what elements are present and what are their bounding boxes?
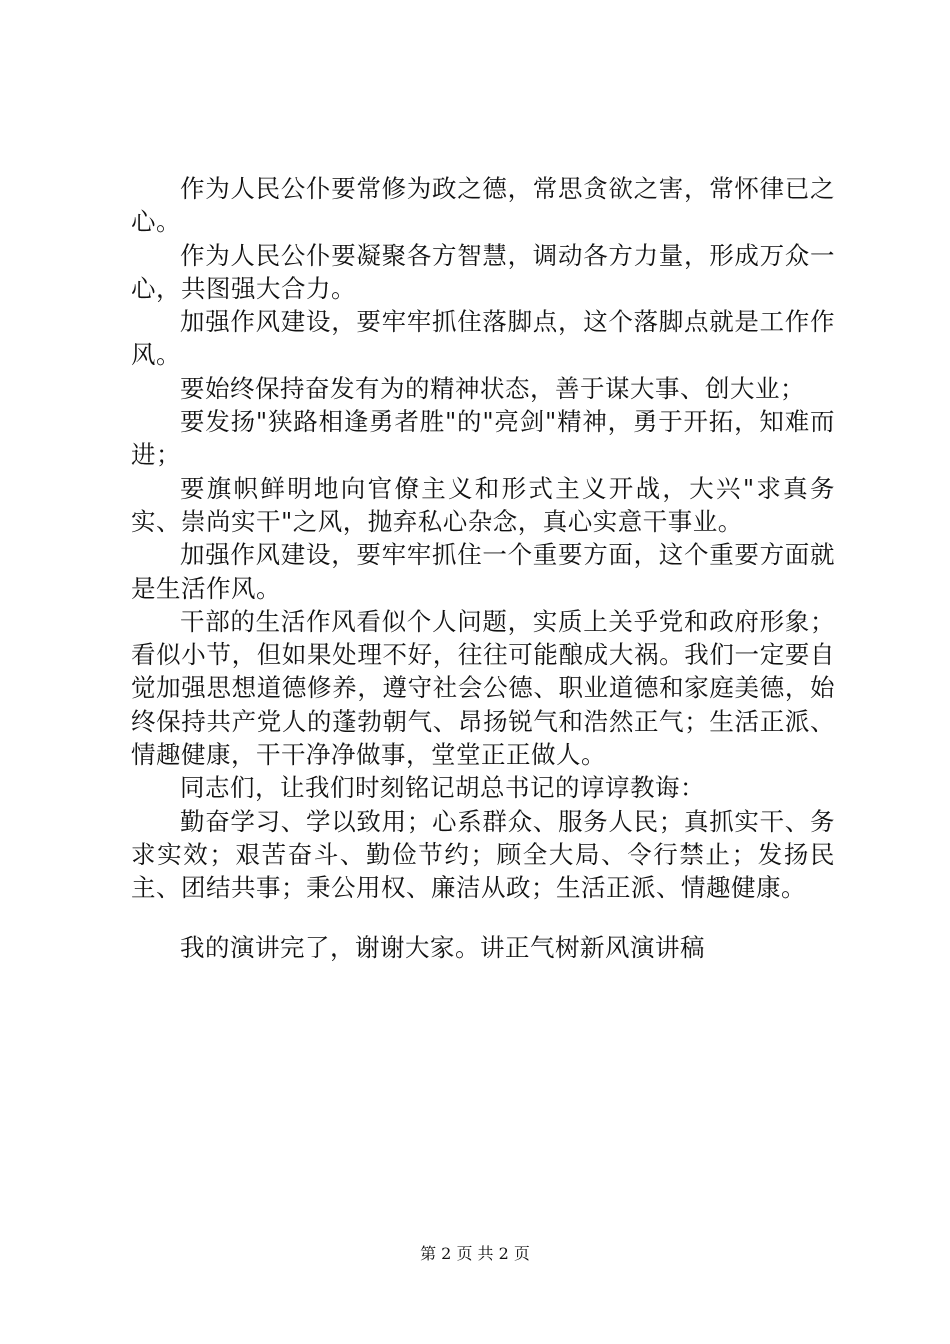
page-number-label: 第 2 页 共 2 页 — [420, 1244, 530, 1263]
paragraph: 同志们，让我们时刻铭记胡总书记的谆谆教诲： — [180, 773, 705, 803]
paragraph: 干部的生活作风看似个人问题，实质上关乎党和政府形象；看似小节，但如果处理不好，往往可能酿成大祸。我们一定要自觉加强思想道德修养，遵守社会公德、职业道德和家庭美德，始终保持共产党人的蓬勃朝气、昂扬锐气和浩然正气；生活正派、情趣健康，干干净净做事，堂堂正正做人。 — [131, 606, 835, 770]
paragraph: 作为人民公仆要凝聚各方智慧，调动各方力量，形成万众一心，共图强大合力。 — [131, 240, 835, 303]
paragraph: 勤奋学习、学以致用；心系群众、服务人民；真抓实干、务求实效；艰苦奋斗、勤俭节约；顾全大局、令行禁止；发扬民主、团结共事；秉公用权、廉洁从政；生活正派、情趣健康。 — [131, 806, 835, 903]
page-footer — [0, 1244, 950, 1264]
paragraph: 作为人民公仆要常修为政之德，常思贪欲之害，常怀律已之心。 — [131, 174, 835, 237]
paragraph: 加强作风建设，要牢牢抓住落脚点，这个落脚点就是工作作风。 — [131, 307, 835, 370]
closing-paragraph: 我的演讲完了，谢谢大家。讲正气树新风演讲稿 — [180, 932, 705, 962]
document-body — [131, 172, 835, 964]
paragraph: 要旗帜鲜明地向官僚主义和形式主义开战，大兴"求真务实、崇尚实干"之风，抛弃私心杂念，真心实意干事业。 — [131, 473, 835, 536]
paragraph: 要始终保持奋发有为的精神状态，善于谋大事、创大业； — [180, 373, 805, 403]
paragraph: 加强作风建设，要牢牢抓住一个重要方面，这个重要方面就是生活作风。 — [131, 540, 835, 603]
paragraph: 要发扬"狭路相逢勇者胜"的"亮剑"精神，勇于开拓，知难而进； — [131, 407, 835, 470]
